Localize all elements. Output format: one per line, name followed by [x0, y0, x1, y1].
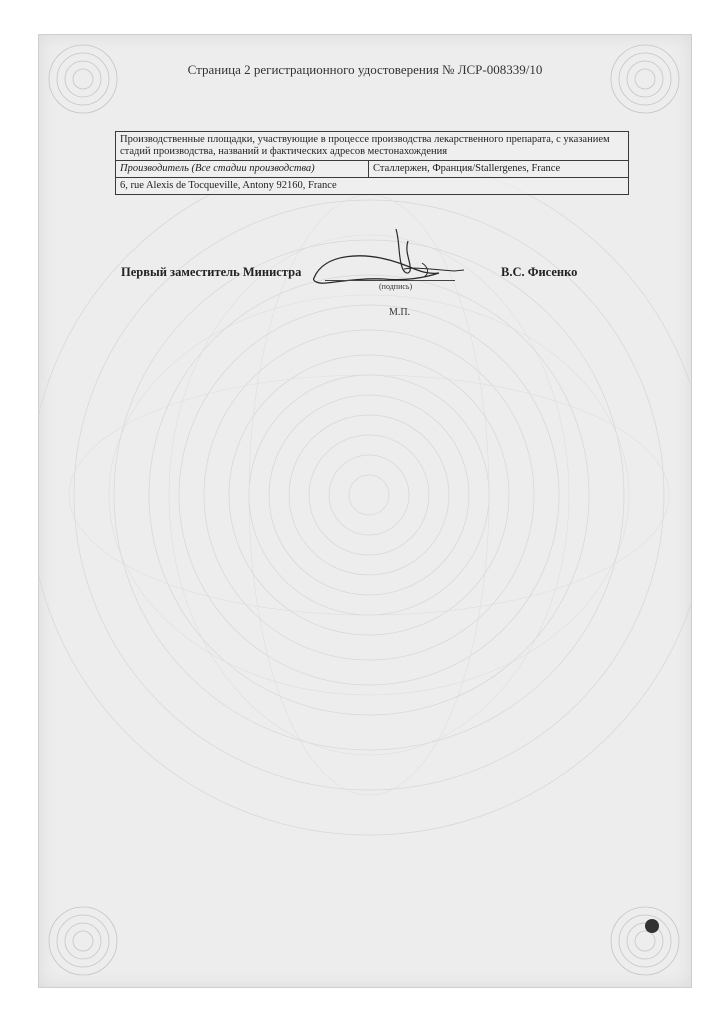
table-heading-cell: Производственные площадки, участвующие в процессе производства лекарственного препарата, с указанием стадий производства, названий и фактических адресов местонахождения [116, 132, 629, 161]
corner-ornament-top-right [605, 39, 685, 119]
manufacturer-address-cell: 6, rue Alexis de Tocqueville, Antony 92160, France [116, 178, 629, 195]
manufacturing-sites-table [115, 131, 629, 195]
handwritten-signature [304, 223, 474, 303]
official-name: В.С. Фисенко [501, 265, 578, 279]
signature-caption: (подпись) [379, 282, 413, 291]
manufacturer-name-cell: Сталлержен, Франция/Stallergenes, France [369, 161, 629, 178]
manufacturer-role-cell: Производитель (Все стадии производства) [116, 161, 369, 178]
table-row [116, 132, 629, 161]
certificate-sheet [38, 34, 692, 988]
corner-ornament-top-left [43, 39, 123, 119]
punch-hole-dot [645, 919, 659, 933]
signature-block [39, 265, 691, 325]
corner-ornament-bottom-left [43, 901, 123, 981]
page-title: Страница 2 регистрационного удостоверения № ЛСР-008339/10 [187, 62, 543, 77]
table-row [116, 161, 629, 178]
corner-ornament-bottom-right [605, 901, 685, 981]
signature-line [325, 280, 455, 281]
stamp-place-label: М.П. [389, 307, 411, 318]
official-position: Первый заместитель Министра [121, 265, 302, 279]
table-row [116, 178, 629, 195]
